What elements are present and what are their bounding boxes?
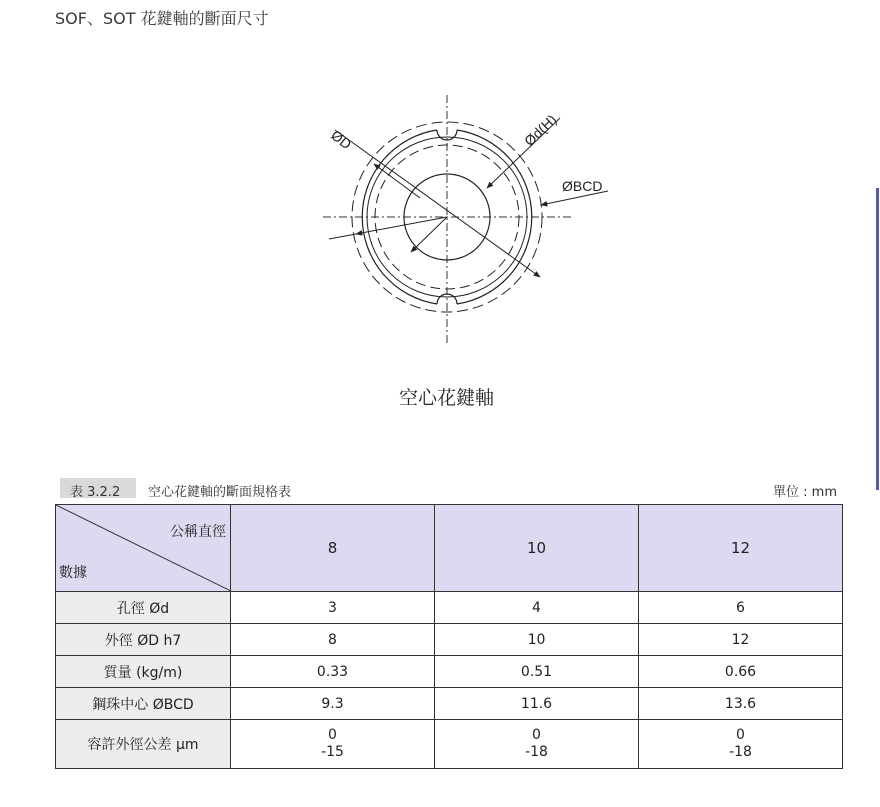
table-cell: 11.6 (435, 688, 639, 720)
tolerance-lower: -15 (321, 744, 344, 760)
column-header: 12 (639, 505, 843, 592)
row-label: 質量 (kg/m) (56, 656, 231, 688)
table-cell (435, 720, 639, 769)
table-cell: 8 (231, 624, 435, 656)
bore-label: Ød(H) (520, 111, 560, 150)
tolerance-upper: 0 (328, 727, 337, 743)
table-row (56, 656, 843, 688)
tolerance-lower: -18 (525, 744, 548, 760)
table-row (56, 592, 843, 624)
corner-bottom-label: 數據 (59, 565, 87, 581)
table-cell: 3 (231, 592, 435, 624)
spec-table (55, 504, 843, 769)
table-cell: 6 (639, 592, 843, 624)
od-label: ØD (328, 126, 355, 153)
corner-cell (56, 505, 231, 592)
unit-label: 單位 : mm (773, 485, 837, 500)
row-label: 孔徑 Ød (56, 592, 231, 624)
table-caption-title: 空心花鍵軸的斷面規格表 (148, 485, 292, 500)
corner-top-label: 公稱直徑 (170, 524, 226, 540)
row-label: 鋼珠中心 ØBCD (56, 688, 231, 720)
table-row (56, 624, 843, 656)
table-cell: 9.3 (231, 688, 435, 720)
row-label: 容許外徑公差 μm (56, 720, 231, 769)
tolerance-upper: 0 (532, 727, 541, 743)
page-title: SOF、SOT 花鍵軸的斷面尺寸 (55, 9, 269, 28)
column-header: 8 (231, 505, 435, 592)
table-cell: 0.33 (231, 656, 435, 688)
table-cell (231, 720, 435, 769)
bcd-label: ØBCD (562, 178, 603, 194)
table-cell (639, 720, 843, 769)
tolerance-upper: 0 (736, 727, 745, 743)
table-cell: 10 (435, 624, 639, 656)
table-cell: 13.6 (639, 688, 843, 720)
column-header: 10 (435, 505, 639, 592)
cross-section-diagram (0, 0, 880, 380)
side-rule (876, 188, 879, 490)
table-row (56, 720, 843, 769)
table-cell: 4 (435, 592, 639, 624)
table-cell: 12 (639, 624, 843, 656)
row-label: 外徑 ØD h7 (56, 624, 231, 656)
table-cell: 0.66 (639, 656, 843, 688)
table-row (56, 688, 843, 720)
figure-caption: 空心花鍵軸 (398, 387, 494, 409)
tolerance-lower: -18 (729, 744, 752, 760)
od-leader (335, 130, 540, 277)
table-header-row (56, 505, 843, 592)
table-caption-number: 表 3.2.2 (70, 485, 121, 500)
table-cell: 0.51 (435, 656, 639, 688)
